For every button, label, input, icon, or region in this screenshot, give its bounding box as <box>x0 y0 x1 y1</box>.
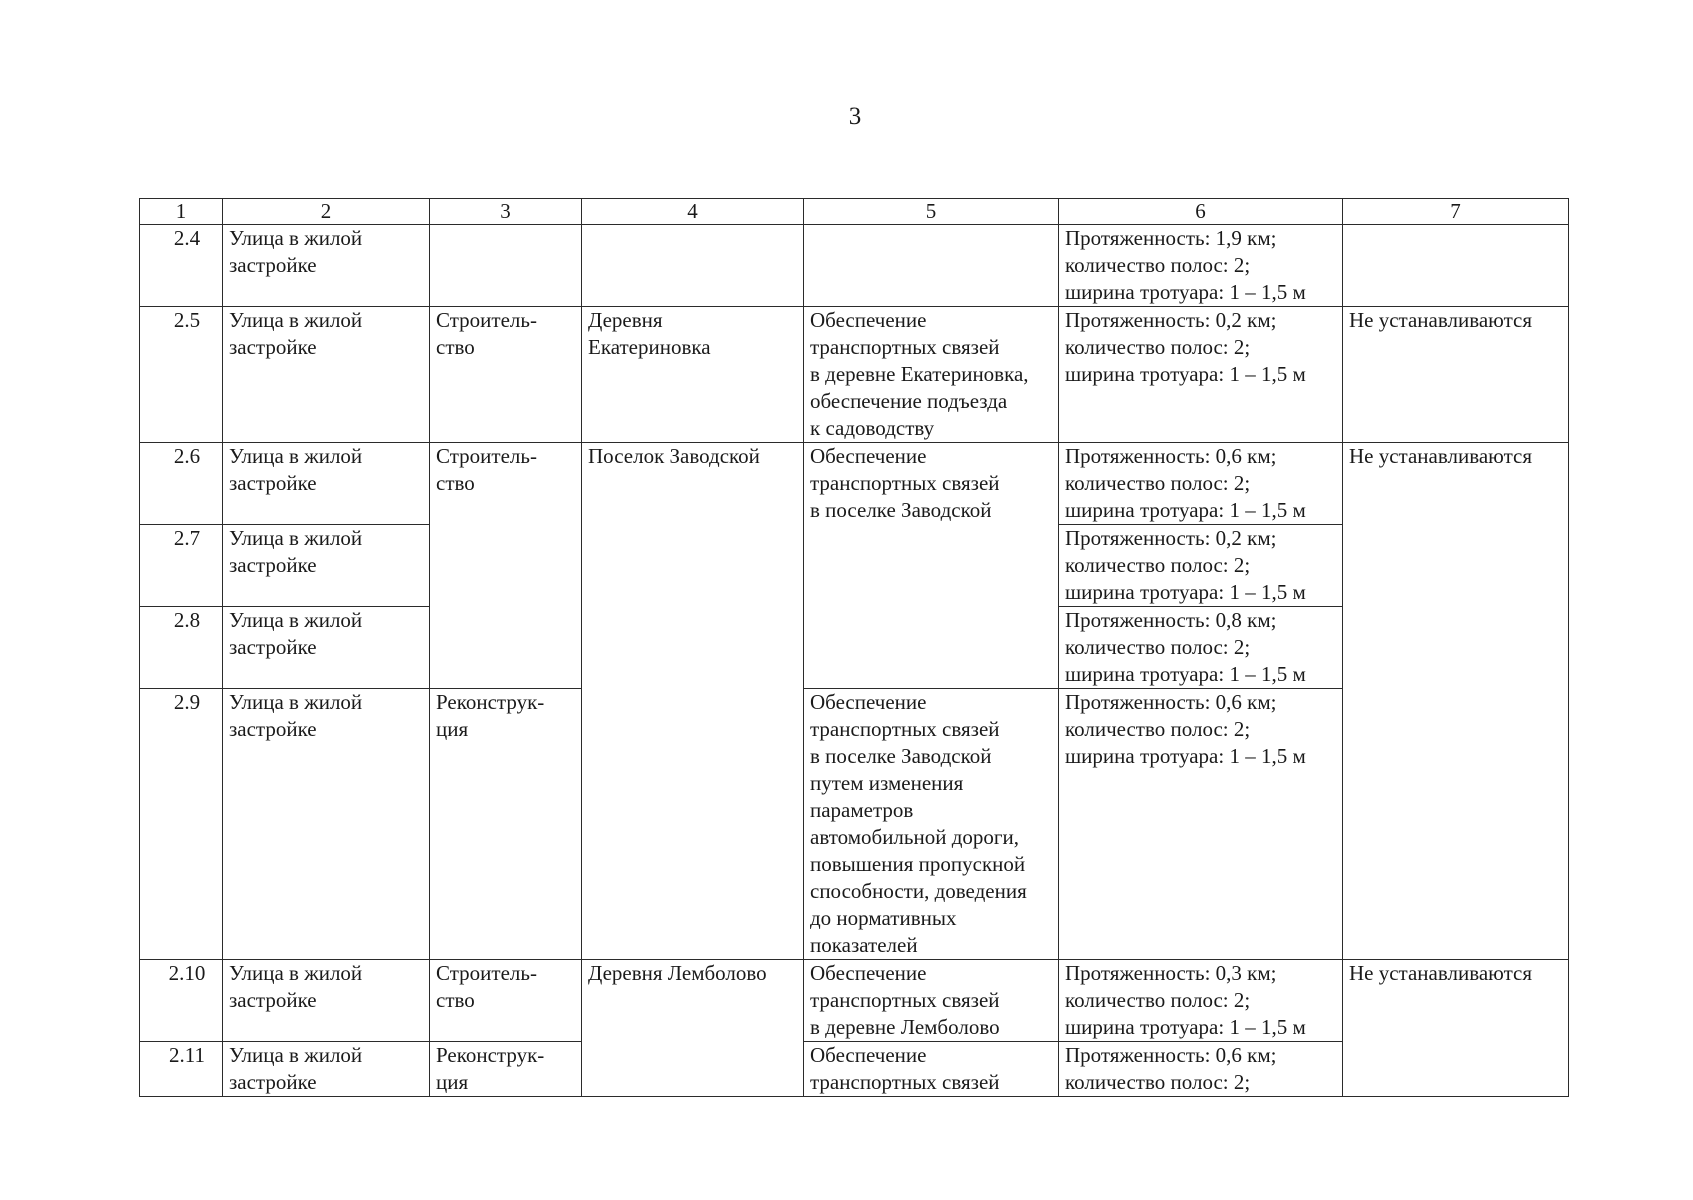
work-type: Реконструк- ция <box>430 1042 582 1097</box>
parameters: Протяженность: 0,8 км; количество полос: 2; ширина тротуара: 1 – 1,5 м <box>1059 607 1343 689</box>
row-number: 2.9 <box>140 689 223 960</box>
table-header-row <box>140 199 1569 225</box>
object-name: Улица в жилой застройке <box>223 307 430 443</box>
row-number: 2.10 <box>140 960 223 1042</box>
row-number: 2.11 <box>140 1042 223 1097</box>
header-cell: 5 <box>804 199 1059 225</box>
purpose: Обеспечение транспортных связей в деревне Екатериновка, обеспечение подъезда к садоводству <box>804 307 1059 443</box>
row-number: 2.4 <box>140 225 223 307</box>
purpose: Обеспечение транспортных связей в поселке Заводской <box>804 443 1059 689</box>
work-type: Реконструк- ция <box>430 689 582 960</box>
parameters: Протяженность: 1,9 км; количество полос: 2; ширина тротуара: 1 – 1,5 м <box>1059 225 1343 307</box>
table-row <box>140 307 1569 443</box>
header-cell: 2 <box>223 199 430 225</box>
purpose: Обеспечение транспортных связей в деревне Лемболово <box>804 960 1059 1042</box>
purpose: Обеспечение транспортных связей <box>804 1042 1059 1097</box>
restriction-zones <box>1343 225 1569 307</box>
row-number: 2.8 <box>140 607 223 689</box>
parameters: Протяженность: 0,2 км; количество полос: 2; ширина тротуара: 1 – 1,5 м <box>1059 525 1343 607</box>
restriction-zones: Не устанавливаются <box>1343 443 1569 960</box>
work-type <box>430 225 582 307</box>
row-number: 2.6 <box>140 443 223 525</box>
purpose: Обеспечение транспортных связей в поселке Заводской путем изменения параметров автомобильной дороги, повышения пропускной способности, доведения до нормативных показателей <box>804 689 1059 960</box>
purpose <box>804 225 1059 307</box>
restriction-zones: Не устанавливаются <box>1343 307 1569 443</box>
work-type: Строитель- ство <box>430 443 582 689</box>
work-type: Строитель- ство <box>430 307 582 443</box>
location: Деревня Лемболово <box>582 960 804 1097</box>
work-type: Строитель- ство <box>430 960 582 1042</box>
parameters: Протяженность: 0,6 км; количество полос: 2; ширина тротуара: 1 – 1,5 м <box>1059 689 1343 960</box>
header-cell: 1 <box>140 199 223 225</box>
header-cell: 6 <box>1059 199 1343 225</box>
restriction-zones: Не устанавливаются <box>1343 960 1569 1097</box>
planning-table <box>139 198 1569 1097</box>
header-cell: 3 <box>430 199 582 225</box>
table-row <box>140 225 1569 307</box>
header-cell: 4 <box>582 199 804 225</box>
table-row <box>140 443 1569 525</box>
object-name: Улица в жилой застройке <box>223 225 430 307</box>
object-name: Улица в жилой застройке <box>223 689 430 960</box>
location: Поселок Заводской <box>582 443 804 960</box>
object-name: Улица в жилой застройке <box>223 1042 430 1097</box>
table-row <box>140 960 1569 1042</box>
parameters: Протяженность: 0,6 км; количество полос: 2; <box>1059 1042 1343 1097</box>
location: Деревня Екатериновка <box>582 307 804 443</box>
row-number: 2.7 <box>140 525 223 607</box>
parameters: Протяженность: 0,6 км; количество полос: 2; ширина тротуара: 1 – 1,5 м <box>1059 443 1343 525</box>
location <box>582 225 804 307</box>
object-name: Улица в жилой застройке <box>223 607 430 689</box>
header-cell: 7 <box>1343 199 1569 225</box>
page-number: 3 <box>848 103 862 130</box>
parameters: Протяженность: 0,2 км; количество полос: 2; ширина тротуара: 1 – 1,5 м <box>1059 307 1343 443</box>
row-number: 2.5 <box>140 307 223 443</box>
parameters: Протяженность: 0,3 км; количество полос: 2; ширина тротуара: 1 – 1,5 м <box>1059 960 1343 1042</box>
object-name: Улица в жилой застройке <box>223 960 430 1042</box>
object-name: Улица в жилой застройке <box>223 525 430 607</box>
object-name: Улица в жилой застройке <box>223 443 430 525</box>
